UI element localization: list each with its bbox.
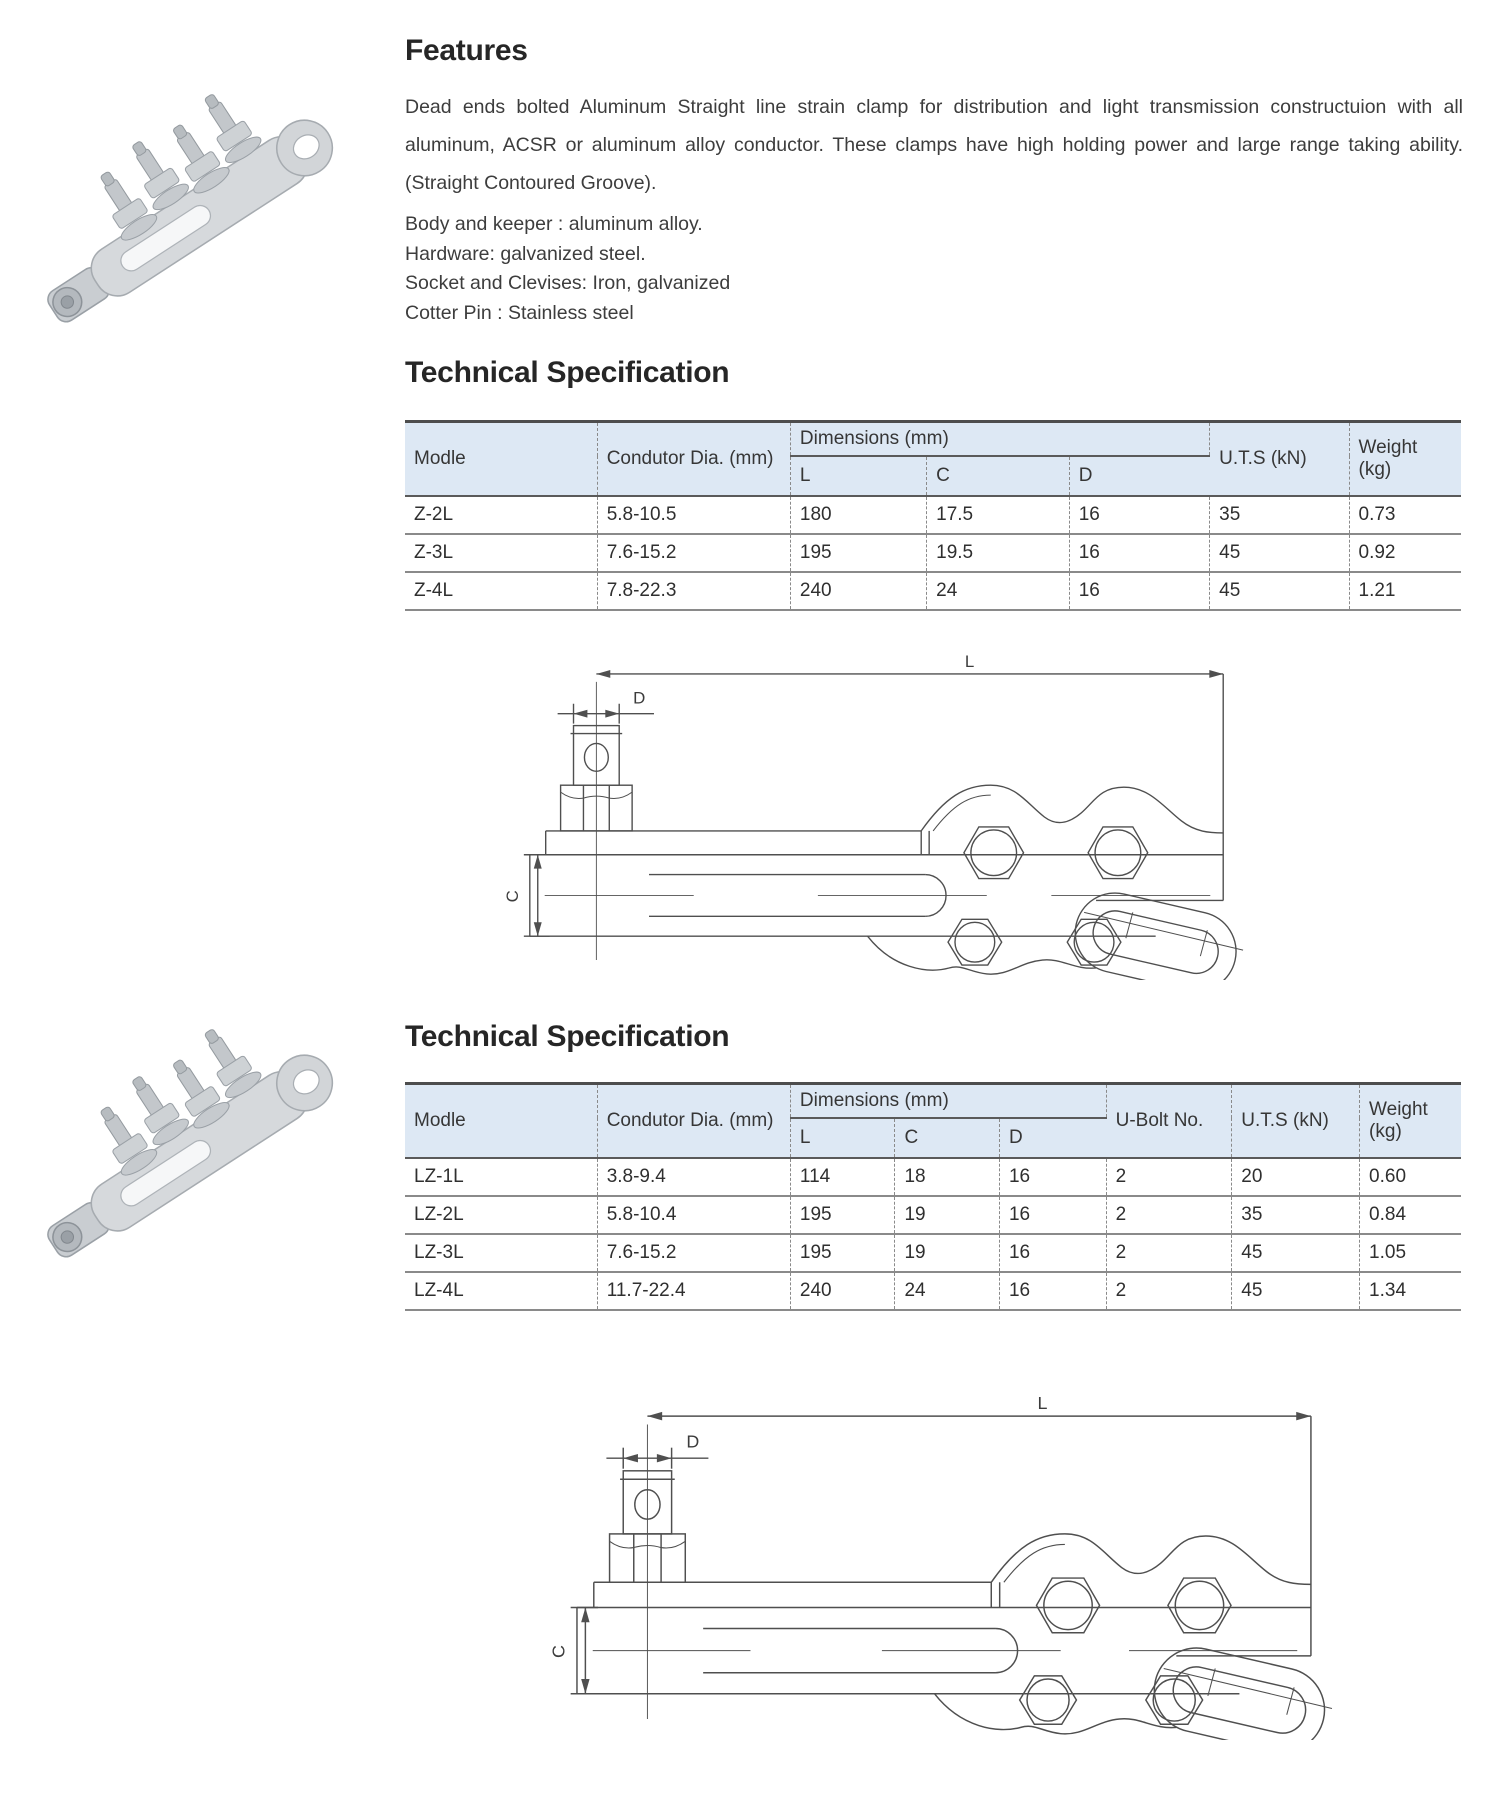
table-cell: 35 [1210,496,1349,534]
table-row [405,534,1461,572]
spec-table-lz [405,1082,1461,1311]
col-header-model: Modle [405,422,597,496]
table-cell: 0.84 [1360,1196,1461,1234]
technical-drawing-z [500,652,1255,980]
table-cell: 16 [999,1158,1106,1196]
features-paragraph: Dead ends bolted Aluminum Straight line strain clamp for distribution and light transmission constructuion with all aluminum, ACSR or aluminum alloy conductor. These clamps have high holding power and large range taking ability. (Straight Contoured Groove). [405,96,1463,194]
table-cell: 18 [895,1158,1000,1196]
table-cell: 195 [790,1196,895,1234]
col-header-conductor: Condutor Dia. (mm) [597,1084,790,1158]
col-header-dimensions: Dimensions (mm) [790,422,1209,456]
table-row [405,572,1461,610]
table-cell: LZ-2L [405,1196,597,1234]
table-cell: 7.6-15.2 [597,1234,790,1272]
table-cell: 3.8-9.4 [597,1158,790,1196]
col-header-model: Modle [405,1084,597,1158]
table-cell: 45 [1232,1234,1360,1272]
table-cell: 0.73 [1349,496,1461,534]
table-cell: 24 [895,1272,1000,1310]
table-cell: 19.5 [927,534,1070,572]
col-header-D: D [999,1118,1106,1158]
spec-table-lz-wrapper [405,1082,1461,1311]
col-header-weight: Weight (kg) [1360,1084,1461,1158]
table-cell: 1.21 [1358,579,1396,601]
table-cell: 1.05 [1360,1234,1461,1272]
table-cell: 7.6-15.2 [597,534,790,572]
table-cell: 19 [895,1234,1000,1272]
table-cell: 195 [790,1234,895,1272]
table-cell: 0.92 [1349,534,1461,572]
col-header-ubolt: U-Bolt No. [1106,1084,1232,1158]
features-title: Features [405,34,528,67]
table-cell: 1.34 [1369,1279,1407,1301]
col-header-weight: Weight (kg) [1349,422,1461,496]
table-cell: 2 [1106,1196,1232,1234]
table-cell: Z-3L [405,534,597,572]
features-line-hardware: Hardware: galvanized steel. [405,242,646,265]
table-row [405,1196,1461,1234]
table-cell: 0.60 [1360,1158,1461,1196]
spec-table-z [405,420,1461,611]
table-cell: 16 [999,1272,1106,1310]
table-cell: 45 [1210,572,1349,610]
table-cell: Z-2L [405,496,597,534]
col-header-L: L [790,1118,895,1158]
table-cell: 45 [1210,534,1349,572]
table-cell: 35 [1232,1196,1360,1234]
table-cell: 180 [790,496,926,534]
table-cell: 5.8-10.5 [597,496,790,534]
section2-title: Technical Specification [405,1020,730,1053]
technical-drawing-lz [545,1393,1345,1740]
features-section [405,34,1463,328]
product-photo-z [20,70,370,358]
table-cell: 16 [999,1196,1106,1234]
table-cell: 2 [1106,1272,1232,1310]
col-header-uts: U.T.S (kN) [1232,1084,1360,1158]
table-cell: LZ-3L [405,1234,597,1272]
features-line-socket: Socket and Clevises: Iron, galvanized [405,272,731,294]
col-header-uts: U.T.S (kN) [1210,422,1349,496]
spec-table-lz-body [405,1158,1461,1310]
col-header-dimensions: Dimensions (mm) [790,1084,1106,1118]
section1-title: Technical Specification [405,356,730,389]
table-cell: 16 [1069,496,1209,534]
table-row [405,496,1461,534]
table-cell: 16 [999,1234,1106,1272]
features-line-cotter: Cotter Pin : Stainless steel [405,301,634,324]
table-cell: 2 [1106,1234,1232,1272]
table-cell: 240 [790,1272,895,1310]
table-cell: LZ-4L [405,1272,597,1310]
table-cell: 24 [927,572,1070,610]
spec-table-z-wrapper [405,420,1461,611]
table-cell: Z-4L [405,572,597,610]
table-cell: 114 [790,1158,895,1196]
table-cell: 2 [1106,1158,1232,1196]
col-header-conductor: Condutor Dia. (mm) [597,422,790,496]
table-cell: 45 [1232,1272,1360,1310]
table-row [405,1272,1461,1310]
col-header-L: L [790,456,926,496]
spec-table-z-body [405,496,1461,610]
table-row [405,1234,1461,1272]
table-cell: 20 [1232,1158,1360,1196]
table-cell: 11.7-22.4 [597,1272,790,1310]
col-header-C: C [927,456,1070,496]
table-cell: 5.8-10.4 [597,1196,790,1234]
table-cell: 16 [1069,572,1209,610]
table-cell: 17.5 [927,496,1070,534]
table-cell: 19 [895,1196,1000,1234]
table-cell: 195 [790,534,926,572]
table-cell: 16 [1069,534,1209,572]
col-header-D: D [1069,456,1209,496]
product-photo-lz [20,1005,370,1293]
col-header-C: C [895,1118,1000,1158]
features-line-body-keeper: Body and keeper : aluminum alloy. [405,213,703,235]
table-cell: LZ-1L [405,1158,597,1196]
table-cell: 7.8-22.3 [597,572,790,610]
table-row [405,1158,1461,1196]
table-cell: 240 [790,572,926,610]
